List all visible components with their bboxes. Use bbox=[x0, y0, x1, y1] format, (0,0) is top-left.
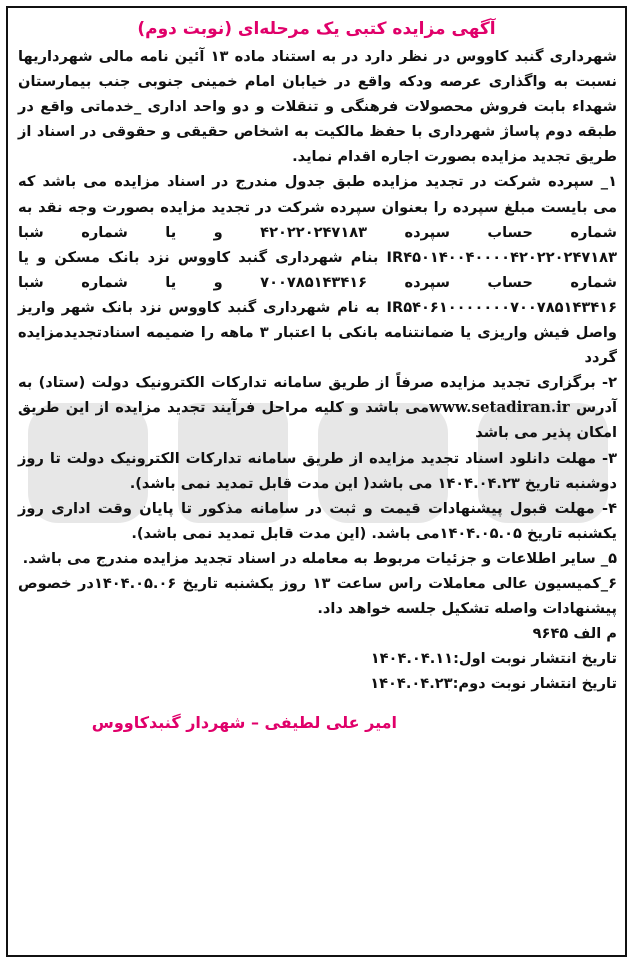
clause-4: ۴- مهلت قبول پیشنهادات قیمت و ثبت در سامانه مذکور تا پایان وقت اداری روز یکشنبه تاریخ ۱۴۰۴.۰۵.۰۵می باشد. (این مدت قابل تمدید نمی باشد). bbox=[18, 499, 617, 542]
clause-2 bbox=[18, 370, 617, 445]
clause-1-text-c: به نام شهرداری گنبد کاووس نزد بانک شهر واریز واصل فیش واریزی یا ضمانتنامه بانکی با اعتبار ۳ ماهه را ضمیمه اسنادتجدیدمزایده گردد bbox=[18, 298, 617, 367]
notice-frame bbox=[6, 6, 627, 957]
intro-paragraph: شهرداری گنبد کاووس در نظر دارد در به استناد ماده ۱۳ آئین نامه مالی شهرداریها نسبت به واگذاری عرصه ودکه واقع در خیابان امام خمینی جنوبی جنب بیمارستان شهداء بابت فروش محصولات فرهنگی و تنقلات و دو واحد اداری _خدماتی واقع در طبقه دوم پاساژ شهرداری با حفظ مالکیت به اشخاص حقیقی و حقوقی در اسناد از طریق تجدید مزایده بصورت اجاره اقدام نماید. bbox=[18, 48, 617, 166]
clause-1-text-a: ۱_ سپرده شرکت در تجدید مزایده طبق جدول مندرج در اسناد مزایده می باشد که می بایست مبلغ سپرده را بعنوان سپرده شرکت در تجدید مزایده بصورت وجه نقد به شماره حساب سپرده ۴۲۰۲۲۰۲۴۷۱۸۳ و یا شماره شبا bbox=[18, 173, 617, 241]
setadiran-link[interactable]: www.setadiran.ir bbox=[429, 398, 570, 417]
clause-6: ۶_کمیسیون عالی معاملات راس ساعت ۱۳ روز یکشنبه تاریخ ۱۴۰۴.۰۵.۰۶در خصوص پیشنهادات واصله تشکیل جلسه خواهد داد. bbox=[18, 574, 618, 618]
clause-2-text-b: می باشد و کلیه مراحل فرآیند تجدید مزایده از این طریق امکان پذیر می باشد bbox=[18, 399, 617, 442]
clause-1 bbox=[18, 169, 617, 370]
mayor-signature: امیر علی لطیفی – شهردار گنبدکاووس bbox=[91, 713, 397, 733]
first-publish-date: تاریخ انتشار نوبت اول:۱۴۰۴.۰۴.۱۱ bbox=[370, 650, 617, 668]
clause-2-text-a: ۲- برگزاری تجدید مزایده صرفاً از طریق سامانه تدارکات الکترونیک دولت (ستاد) به آدرس bbox=[18, 374, 617, 417]
notice-code: م الف ۹۶۴۵ bbox=[532, 625, 617, 643]
iban-1: IR۴۵۰۱۴۰۰۴۰۰۰۰۴۲۰۲۲۰۲۴۷۱۸۳ bbox=[386, 248, 617, 266]
clause-5: ۵_ سایر اطلاعات و جزئیات مربوط به معامله در اسناد تجدید مزایده مندرج می باشد. bbox=[22, 549, 617, 567]
iban-2: IR۵۴۰۶۱۰۰۰۰۰۰۰۷۰۰۷۸۵۱۴۳۴۱۶ bbox=[386, 298, 617, 316]
clause-1-text-b: بنام شهرداری گنبد کاووس نزد بانک مسکن و یا شماره حساب سپرده ۷۰۰۷۸۵۱۴۳۴۱۶ و یا شماره شبا bbox=[18, 248, 617, 291]
clause-3: ۳- مهلت دانلود اسناد تجدید مزایده از طریق سامانه تدارکات الکترونیک دولت تا روز دوشنبه تاریخ ۱۴۰۴.۰۴.۲۳ می باشد( این مدت قابل تمدید نمی باشد). bbox=[18, 449, 617, 492]
second-publish-date: تاریخ انتشار نوبت دوم:۱۴۰۴.۰۴.۲۳ bbox=[370, 675, 617, 693]
notice-body bbox=[8, 44, 625, 696]
notice-title: آگهی مزایده کتبی یک مرحله‌ای (نوبت دوم) bbox=[137, 19, 496, 39]
